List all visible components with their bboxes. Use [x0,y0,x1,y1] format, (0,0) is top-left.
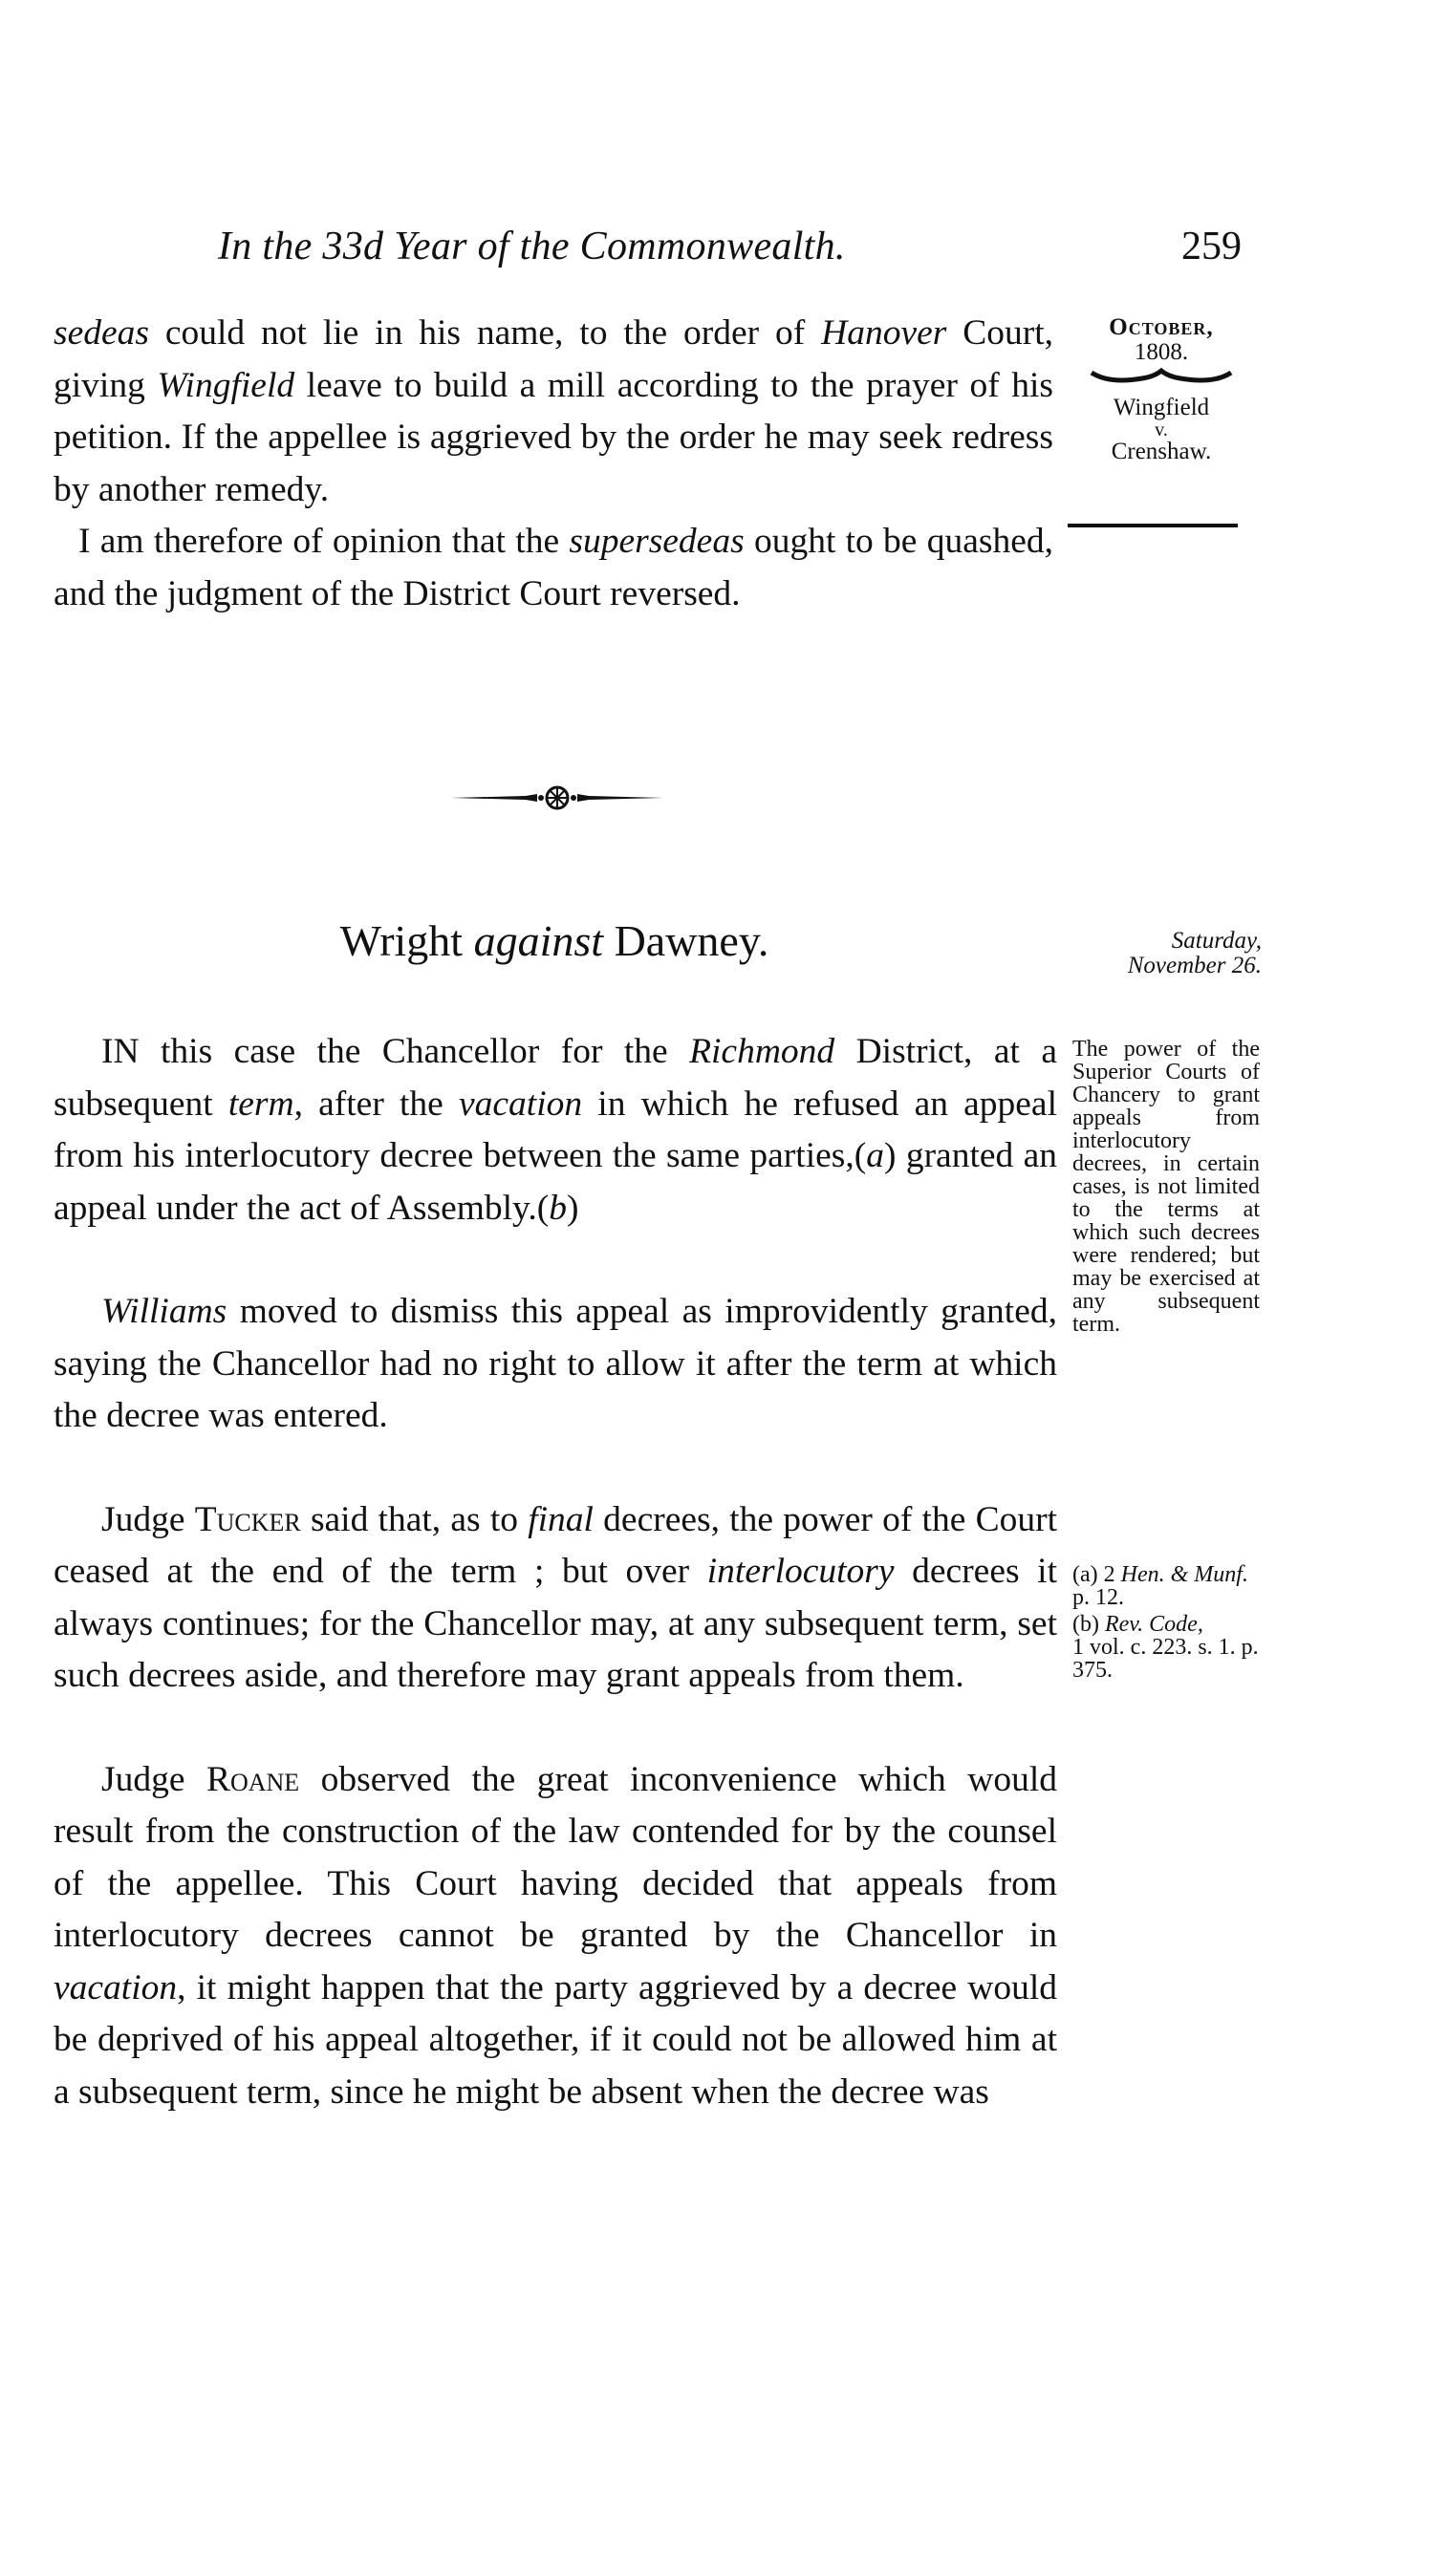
prev-opinion-paragraph-2 [54,516,1053,620]
text-run: leave to build a mill according to the prayer of his petition. If the appellee is aggrieved by the order he may seek redress by another remedy. [54,365,1053,509]
section-divider-ornament-icon [449,785,665,810]
margin-year: 1808. [1134,339,1189,365]
text-run: Judge [101,1499,195,1539]
small-caps-name: Tucker [194,1499,301,1539]
running-title: In the 33d Year of the Commonwealth. [218,225,846,268]
case-paragraph-2 [54,1286,1057,1443]
footnote-b-line1 [1072,1613,1260,1636]
italic-text: Hen. & Munf. [1120,1562,1248,1587]
italic-text: Hanover [821,313,947,353]
text-run: Judge [101,1759,206,1799]
text-run: ought to be quashed, and the judgment of the District Court reversed. [54,522,1053,613]
italic-text: supersedeas [569,522,745,561]
case-title [210,915,898,966]
case-title-party1: Wright [339,916,474,965]
case-title-party2: Dawney. [603,916,769,965]
case-title-against: against [473,916,604,965]
case-date [1061,929,1262,978]
prev-opinion [54,308,1053,620]
italic-text: Wingfield [157,365,295,405]
text-run: I am therefore of opinion that the [78,522,570,561]
margin-party1: Wingfield [1113,395,1210,420]
italic-text: interlocutory [706,1552,895,1591]
text-run: District, at a subsequent [54,1032,1057,1124]
text-run: said that, as to [300,1499,529,1539]
text-run: ) [566,1188,579,1228]
text-run: decrees it always continues; for the Chancellor may, at any subsequent term, set such decrees aside, and therefore may grant appeals from them. [54,1552,1058,1695]
footnote-a [1072,1563,1260,1609]
text-run: (a) 2 [1072,1562,1121,1587]
text-run: decrees, the power of the Court ceased at the end of the term ; but over [54,1499,1057,1591]
text-run: could not lie in his name, to the order of [148,313,822,353]
margin-party2: Crenshaw. [1111,439,1212,464]
footnote-b-line2: 1 vol. c. 223. s. 1. p. 375. [1072,1635,1259,1683]
text-run: IN this case the Chancellor for the [101,1032,690,1071]
headnote: The power of the Superior Courts of Chancery to grant appeals from interlocutory decrees, in certain cases, is not limited to the terms at which such decrees were rendered; but may be exercised at any subsequent term. [1072,1037,1260,1337]
italic-text: vacation [54,1967,178,2007]
case-paragraph-1 [54,1026,1057,1234]
italic-text: a [866,1136,884,1175]
text-run: ) granted an appeal under the act of Assembly.( [54,1136,1058,1228]
italic-text: b [549,1188,567,1228]
brace-ornament-icon [1090,367,1233,388]
text-run: observed the great inconvenience which would result from the construction of the law contended for by the counsel of the appellee. This Court having decided that appeals from interlocutory decrees cannot be granted by the Chancellor in [54,1759,1057,1955]
text-run: p. 12. [1072,1585,1124,1610]
italic-text: Williams [101,1292,227,1331]
margin-rule [1068,524,1238,527]
italic-text: Richmond [689,1032,835,1071]
margin-case-reference [1071,315,1252,464]
italic-text: vacation [458,1084,583,1124]
text-run: moved to dismiss this appeal as improvidently granted, saying the Chancellor had no right to allow it after the term at which the decree was entered. [54,1292,1057,1435]
case-body [54,1026,1057,2118]
prev-opinion-paragraph-1 [54,308,1053,516]
text-run: , after the [293,1084,459,1124]
margin-versus: v. [1155,419,1168,440]
small-caps-name: Roane [205,1759,300,1799]
margin-month: October, [1109,314,1214,340]
case-paragraph-3 [54,1494,1057,1703]
case-date-day: Saturday, [1171,928,1262,954]
case-paragraph-4 [54,1754,1057,2119]
text-run: , it might happen that the party aggrieved by a decree would be deprived of his appeal altogether, if it could not be allowed him at a subsequent term, since he might be absent when the decree was [54,1967,1057,2112]
text-run: in which he refused an appeal from his interlocutory decree between the same parties,( [54,1084,1057,1175]
italic-text: sedeas [54,313,149,353]
text-run: Court, giving [54,313,1053,405]
page-number: 259 [1181,225,1242,268]
italic-text: final [528,1499,594,1539]
italic-text: Rev. Code, [1104,1612,1203,1637]
footnotes [1072,1563,1260,1682]
italic-text: term [227,1084,294,1124]
case-date-rest: November 26. [1127,953,1262,978]
text-run: (b) [1072,1612,1105,1637]
